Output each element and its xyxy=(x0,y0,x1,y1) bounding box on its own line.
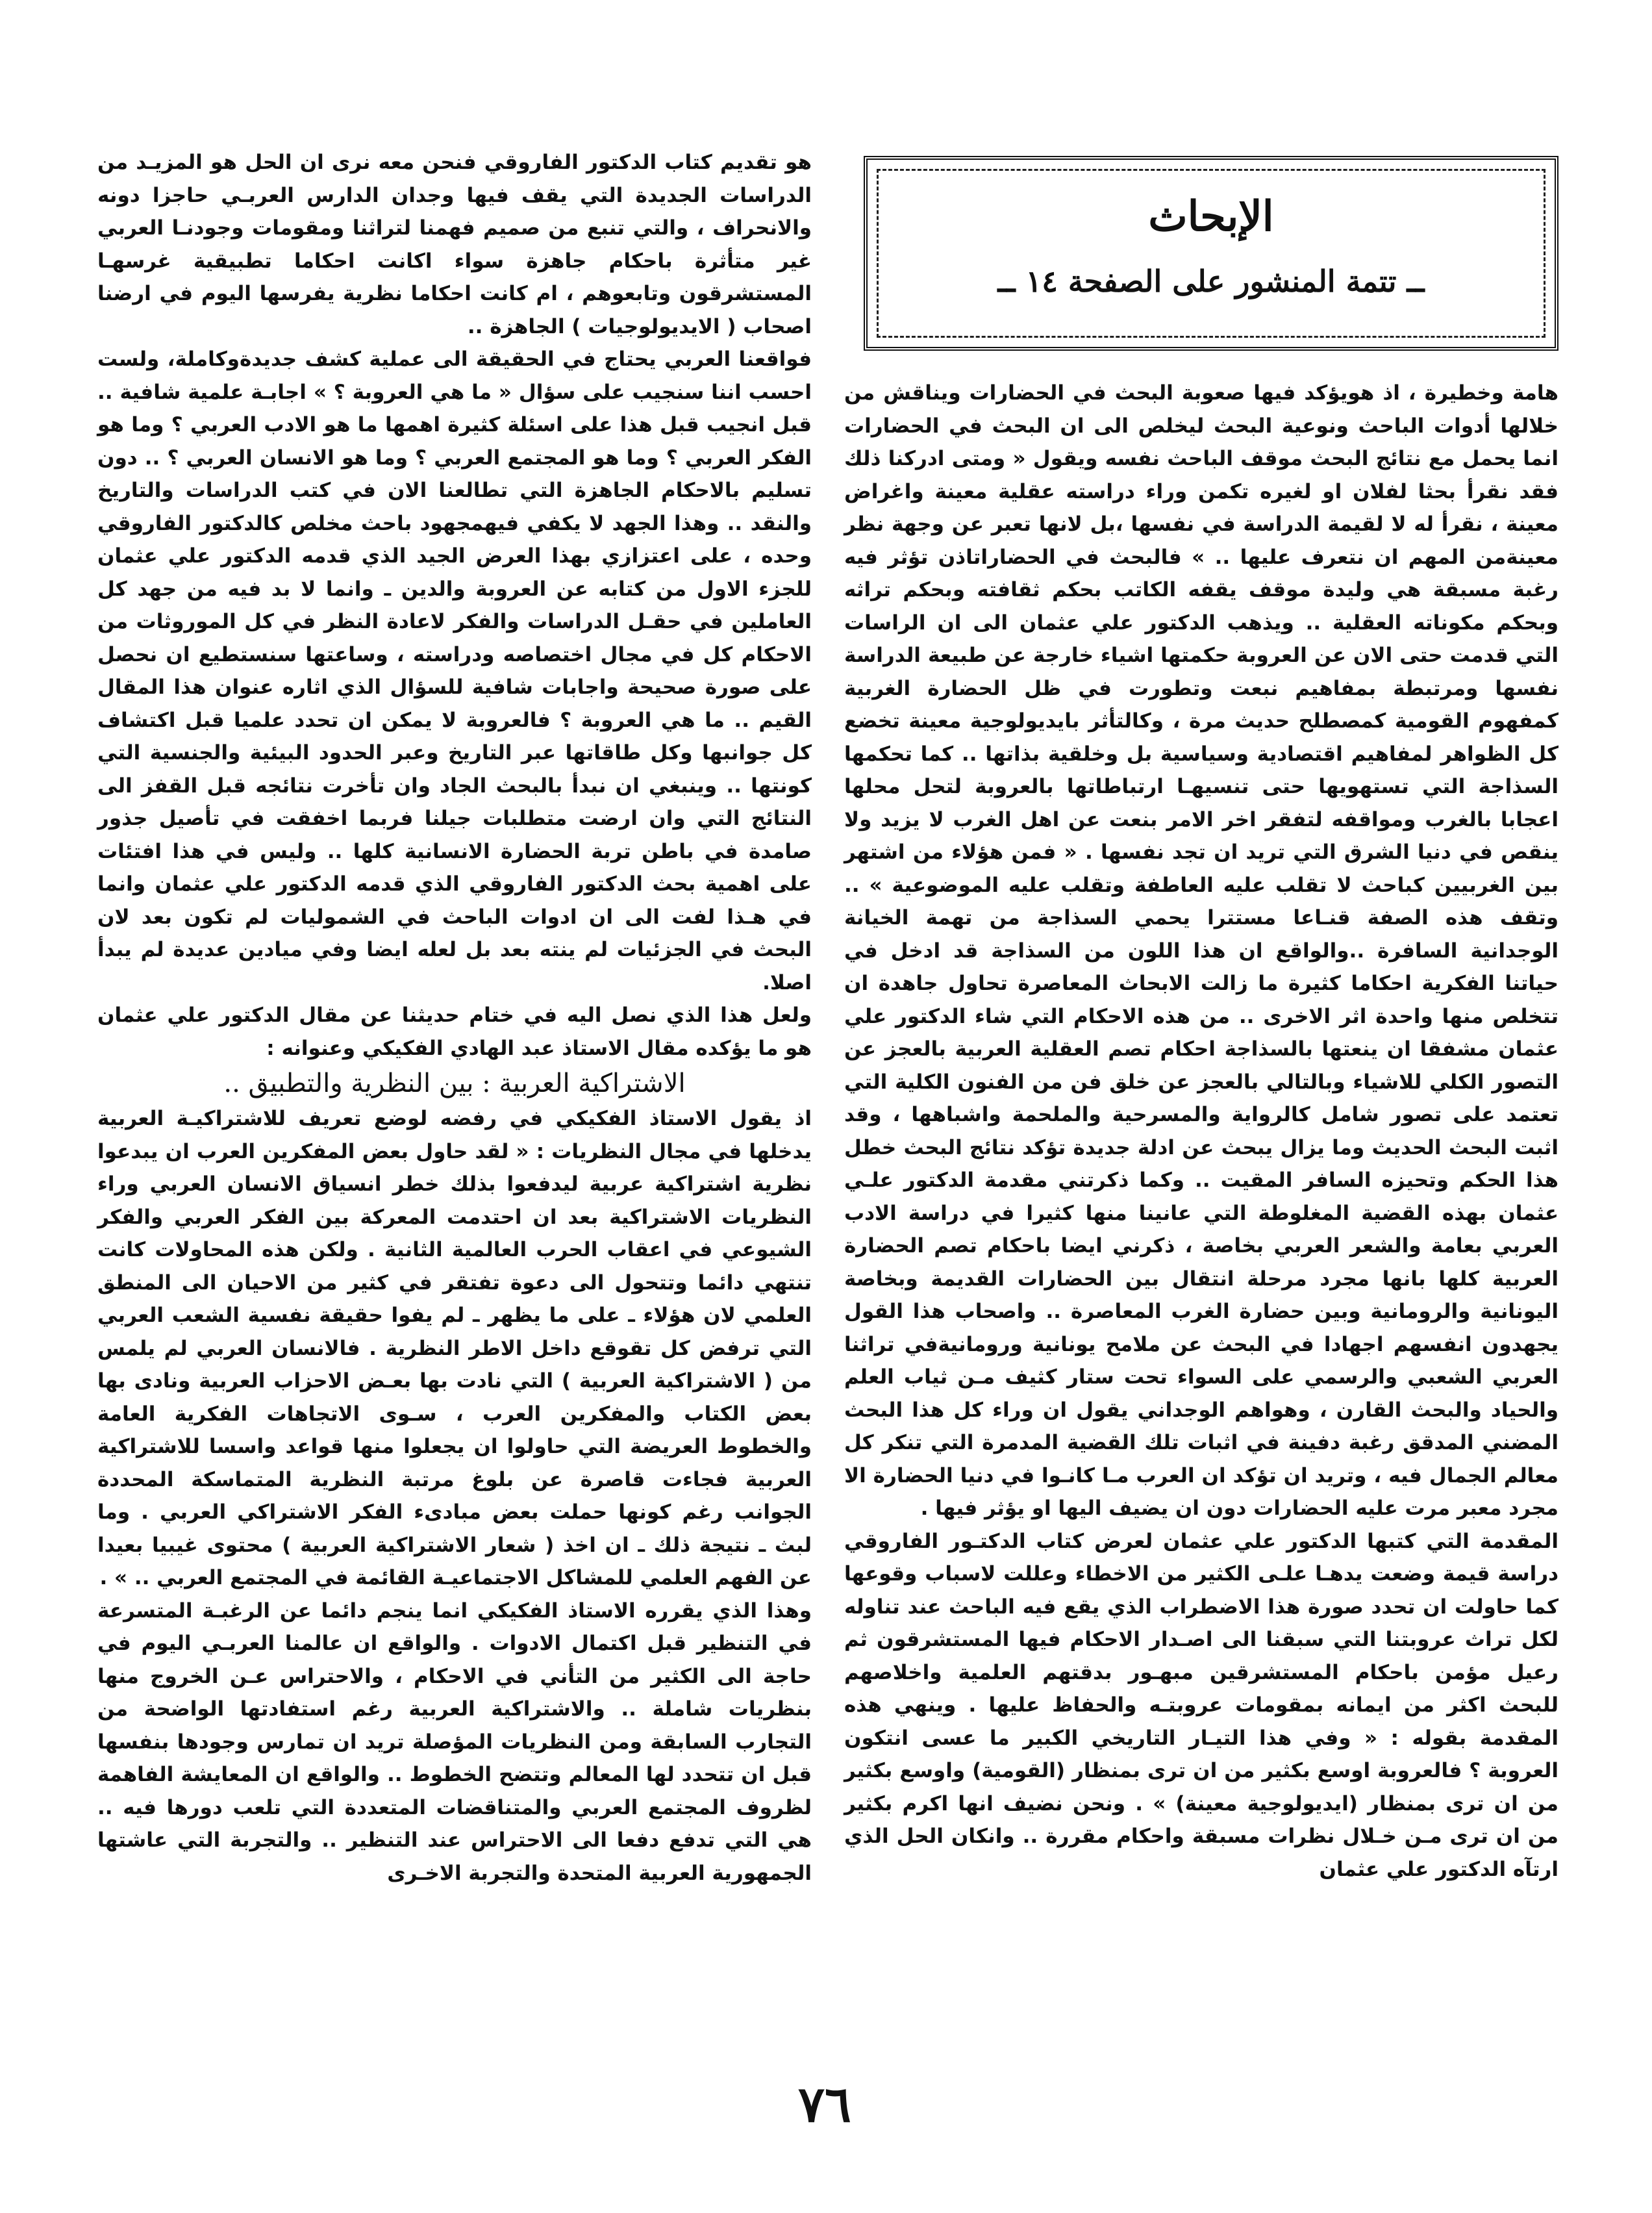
right-column xyxy=(844,377,1558,1886)
section-header-box xyxy=(864,156,1558,351)
page-number: ٧٦ xyxy=(798,2075,851,2133)
paragraph: وهذا الذي يقرره الاستاذ الفكيكي انما ينجم دائما عن الرغبـة المتسرعة في التنظير قبل اكتمال الادوات . والواقع ان عالمنا العربـي اليوم في حاجة الى الكثير من التأني في الاحكام ، والاحتراس عـن الخروج منها بنظريات شاملة .. والاشتراكية العربية رغم استفادتها الواضحة من التجارب السابقة ومن النظريات المؤصلة تريد ان تمارس وجودها بنفسها قبل ان تتحدد لها المعالم وتتضح الخطوط .. والواقع ان المعايشة الفاهمة لظروف المجتمع العربي والمتناقضات المتعددة التي تلعب دورها فيه .. هي التي تدفع دفعا الى الاحتراس عند التنظير .. والتجربة التي عاشتها الجمهورية العربية المتحدة والتجربة الاخـرى xyxy=(97,1599,812,1885)
paragraph: هو تقديم كتاب الدكتور الفاروقي فنحن معه نرى ان الحل هو المزيـد من الدراسات الجديدة التي يقف فيها وجدان الدارس العربـي حاجزا دونه والانحراف ، والتي تنبع من صميم فهمنا لتراثنا ومقومات وجودنـا العربي غير متأثرة باحكام جاهزة سواء اكانت احكاما تطبيقية غرسهـا المستشرقون وتابعوهم ، ام كانت احكاما نظرية يفرسها اليوم في ارضنا اصحاب ( الايديولوجيات ) الجاهزة .. xyxy=(97,151,812,338)
section-title: الإبحاث xyxy=(1148,192,1274,241)
paragraph: فواقعنا العربي يحتاج في الحقيقة الى عملية كشف جديدةوكاملة، ولست احسب اننا سنجيب على سؤال « ما هي العروبة ؟ » اجابـة علمية شافية .. قبل انجيب قبل هذا على اسئلة كثيرة اهمها ما هو الادب العربي ؟ وما هو الفكر العربي ؟ وما هو المجتمع العربي ؟ وما هو الانسان العربي ؟ .. دون تسليم بالاحكام الجاهزة التي تطالعنا الان في كتب الدراسات والتاريخ والنقد .. وهذا الجهد لا يكفي فيهمجهود باحث مخلص كالدكتور الفاروقي وحده ، على اعتزازي بهذا العرض الجيد الذي قدمه الدكتور علي عثمان للجزء الاول من كتابه عن العروبة والدين ـ وانما لا بد فيه من جهد كل العاملين في حقـل الدراسات والفكر لاعادة النظر في كل الموروثات من الاحكام كل في مجال اختصاصه ودراسته ، وساعتها سنستطيع ان نحصل على صورة صحيحة واجابات شافية للسؤال الذي اثاره عنوان هذا المقال القيم .. ما هي العروبة ؟ فالعروبة لا يمكن ان تحدد علميا قبل اكتشاف كل جوانبها وكل طاقاتها عبر التاريخ وعبر الحدود البيئية والجنسية التي كونتها .. وينبغي ان نبدأ بالبحث الجاد وان تأخرت نتائجه قبل القفز الى النتائج التي وان ارضت متطلبات جيلنا فربما اخفقت في تأصيل جذور صامدة في باطن تربة الحضارة الانسانية كلها .. وليس في هذا افتئات على اهمية بحث الدكتور الفاروقي الذي قدمه الدكتور علي عثمان وانما في هـذا لفت الى ان ادوات الباحث في الشموليات لم تكون بعد لان البحث في الجزئيات لم ينته بعد بل لعله ايضا وفي ميادين عديدة لم يبدأ اصلا. xyxy=(97,348,812,994)
paragraph: ولعل هذا الذي نصل اليه في ختام حديثنا عن مقال الدكتور علي عثمان هو ما يؤكده مقال الاستاذ عبد الهادي الفكيكي وعنوانه : xyxy=(97,1004,812,1060)
continuation-note: ــ تتمة المنشور على الصفحة ١٤ ــ xyxy=(997,264,1425,299)
left-column xyxy=(97,146,812,1890)
paragraph: اذ يقول الاستاذ الفكيكي في رفضه لوضع تعريف للاشتراكيـة العربية يدخلها في مجال النظريات : « لقد حاول بعض المفكرين العرب ان يبدعوا نظرية اشتراكية عربية ليدفعوا بذلك خطر انسياق الانسان العربي وراء النظريات الاشتراكية بعد ان احتدمت المعركة بين الفكر العربي والفكر الشيوعي في اعقاب الحرب العالمية الثانية . ولكن هذه المحاولات كانت تنتهي دائما وتتحول الى دعوة تفتقر في كثير من الاحيان الى المنطق العلمي لان هؤلاء ـ على ما يظهر ـ لم يفوا حقيقة نفسية الشعب العربي التي ترفض كل تقوقع داخل الاطر النظرية . فالانسان العربي لم يلمس من ( الاشتراكية العربية ) التي نادت بها بعـض الاحزاب العربية ونادى بها بعض الكتاب والمفكرين العرب ، سـوى الاتجاهات الفكرية العامة والخطوط العريضة التي حاولوا ان يجعلوا منها قواعد واسسا للاشتراكية العربية فجاءت قاصرة عن بلوغ مرتبة النظرية المتماسكة المحددة الجوانب رغم كونها حملت بعض مبادىء الفكر الاشتراكي العربي . وما لبث ـ نتيجة ذلك ـ ان اخذ ( شعار الاشتراكية العربية ) محتوى غيبيا بعيدا عن الفهم العلمي للمشاكل الاجتماعيـة القائمة في المجتمع العربي .. » . xyxy=(97,1107,812,1589)
article-subheading: الاشتراكية العربية : بين النظرية والتطبيق .. xyxy=(223,1069,686,1098)
paragraph: المقدمة التي كتبها الدكتور علي عثمان لعرض كتاب الدكتـور الفاروقي دراسة قيمة وضعت يدهـا علـى الكثير من الاخطاء وعللت لاسباب وقوعها كما حاولت ان تحدد صورة هذا الاضطراب الذي يقع فيه الباحث عند تناوله لكل تراث عروبتنا التي سبقنا الى اصـدار الاحكام فيها المستشرقون ثم رعيل مؤمن باحكام المستشرقين مبهـور بدقتهم العلمية واخلاصهم للبحث اكثر من ايمانه بمقومات عروبتـه والحفاظ عليها . وينهي هذه المقدمة بقوله : « وفي هذا التيـار التاريخي الكبير ما عسى انتكون العروبة ؟ فالعروبة اوسع بكثير من ان ترى بمنظار (القومية) واوسع بكثير من ان ترى بمنظار (ايديولوجية معينة) » . ونحن نضيف انها اكرم بكثير من ان ترى مـن خـلال نظرات مسبقة واحكام مقررة .. وانكان الحل الذي ارتآه الدكتور علي عثمان xyxy=(844,1529,1558,1881)
paragraph: هامة وخطيرة ، اذ هويؤكد فيها صعوبة البحث في الحضارات ويناقش من خلالها أدوات الباحث ونوعية البحث ليخلص الى ان البحث في الحضارات انما يحمل مع نتائج البحث موقف الباحث نفسه ويقول « ومتى ادركنا ذلك فقد نقرأ بحثا لفلان او لغيره تكمن وراء دراسته عقلية معينة واغراض معينة ، نقرأ له لا لقيمة الدراسة في نفسها ،بل لانها تعبر عن وجهة نظر معينةمن المهم ان نتعرف عليها .. » فالبحث في الحضاراتاذن تؤثر فيه رغبة مسبقة هي وليدة موقف يقفه الكاتب بحكم ثقافته وبحكم تراثه وبحكم مكوناته العقلية .. ويذهب الدكتور علي عثمان الى ان الراسات التي قدمت حتى الان عن العروبة حكمتها اشياء خارجة عن طبيعة الدراسة نفسها ومرتبطة بمفاهيم نبعت وتطورت في ظل الحضارة الغربية كمفهوم القومية كمصطلح حديث مرة ، وكالتأثر بايديولوجية معينة تخضع كل الظواهر لمفاهيم اقتصادية وسياسية بل وخلقية بذاتها .. كما تحكمها السذاجة التي تستهويها حتى تنسيهـا ارتباطاتها بالعروبة لتحل محلها اعجابا بالغرب ومواقفه لتفقر اخر الامر بنعت عن اهل الغرب لا يزيد ولا ينقص في دنيا الشرق التي تريد ان تجد نفسها . « فمن هؤلاء من اشتهر بين الغربيين كباحث لا تقلب عليه العاطفة وتقلب عليه الموضوعية » .. وتقف هذه الصفة قنـاعا مستترا يحمي السذاجة من تهمة الخيانة الوجدانية السافرة ..والواقع ان هذا اللون من السذاجة قد ادخل في حياتنا الفكرية احكاما كثيرة ما زالت الابحاث المعاصرة تحاول جاهدة ان تتخلص منها واحدة اثر الاخرى .. من هذه الاحكام التي شاء الدكتور علي عثمان مشفقا ان ينعتها بالسذاجة احكام تصم العقلية العربية بالعجز عن التصور الكلي للاشياء وبالتالي بالعجز عن خلق فن من الفنون الكلية التي تعتمد على تصور شامل كالرواية والمسرحية والملحمة واشباهها ، وقد اثبت البحث الحديث وما يزال يبحث عن ادلة جديدة تؤكد نتائج البحث خطل هذا الحكم وتحيزه السافر المقيت .. وكما ذكرتني مقدمة الدكتور علـي عثمان بهذه القضية المغلوطة التي عانينا منها كثيرا في دراسة الادب العربي بعامة والشعر العربي بخاصة ، ذكرني ايضا باحكام تصم الحضارة العربية كلها بانها مجرد مرحلة انتقال بين الحضارات القديمة وبخاصة اليونانية والرومانية وبين حضارة الغرب المعاصرة .. واصحاب هذا القول يجهدون انفسهم اجهادا في البحث عن ملامح يونانية ورومانيةفي تراثنا العربي الشعبي والرسمي على السواء تحت ستار كثيف مـن ثياب العلم والحياد والبحث القارن ، وهواهم الوجداني يقول ان وراء كل هذا البحث المضني المدقق رغبة دفينة في اثبات تلك القضية المدمرة التي تنكر كل معالم الجمال فيه ، وتريد ان تؤكد ان العرب مـا كانـوا في دنيا الحضارة الا مجرد معبر مرت عليه الحضارات دون ان يضيف اليها او يؤثر فيها . xyxy=(844,381,1558,1520)
